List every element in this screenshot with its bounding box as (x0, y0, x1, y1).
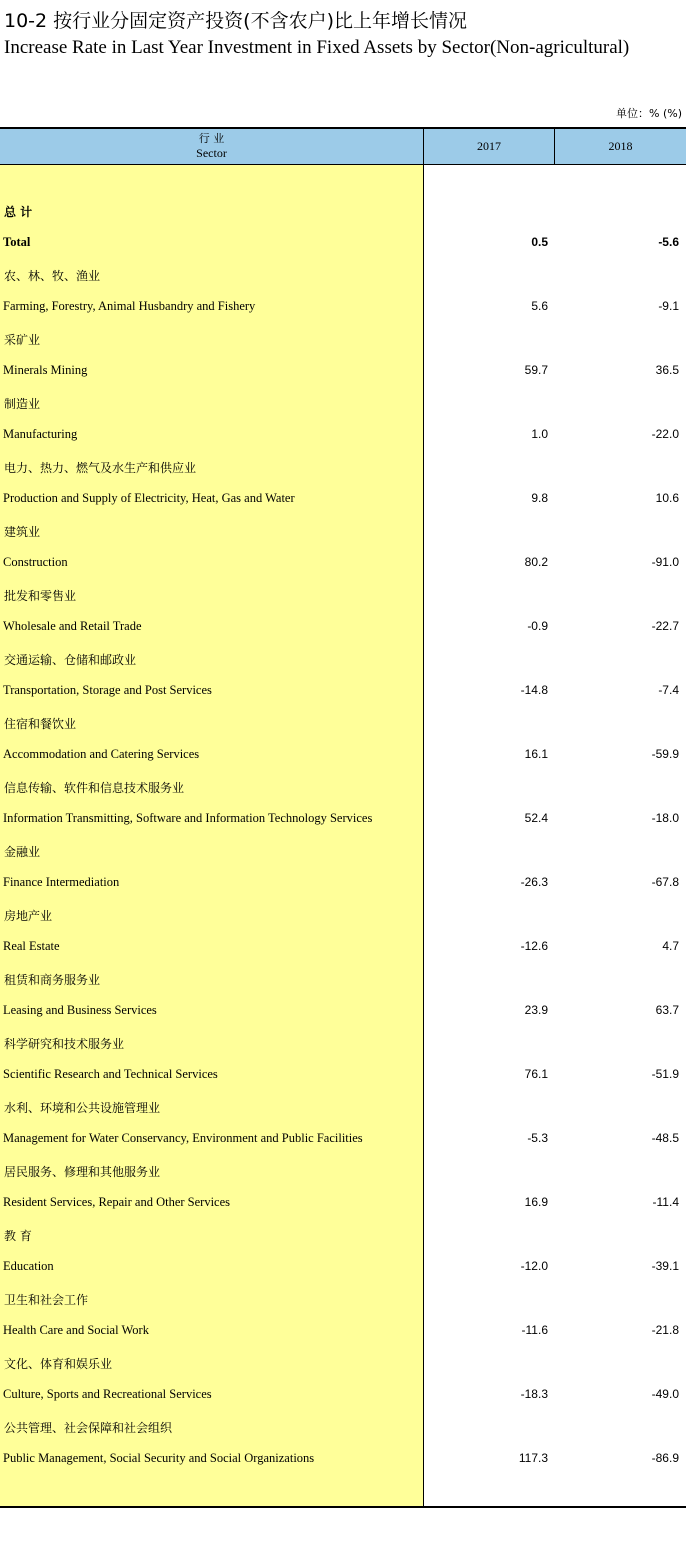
table-row (0, 747, 686, 767)
value-2017: 59.7 (524, 363, 548, 377)
sector-name-cn: 公共管理、社会保障和社会组织 (4, 1421, 173, 1435)
value-2018: -21.8 (651, 1323, 679, 1337)
header-sector-en: Sector (196, 146, 227, 160)
sector-name-cn: 科学研究和技术服务业 (4, 1037, 125, 1051)
header-sector-cn: 行 业 (198, 132, 225, 145)
sector-name-en: Leasing and Business Services (3, 1003, 157, 1017)
sector-name-cn: 水利、环境和公共设施管理业 (4, 1101, 161, 1115)
value-2017: -26.3 (520, 875, 548, 889)
table-row-label-cn (0, 1099, 686, 1119)
table-row (0, 683, 686, 703)
table-row (0, 1067, 686, 1087)
value-2018: -22.7 (651, 619, 679, 633)
page-title-chinese: 10-2 按行业分固定资产投资(不含农户)比上年增长情况 (4, 10, 467, 32)
sector-name-cn: 农、林、牧、渔业 (4, 269, 101, 283)
table-row-label-cn (0, 331, 686, 351)
sector-name-cn: 租赁和商务服务业 (4, 973, 101, 987)
table-bottom-rule (0, 1506, 686, 1508)
sector-name-en: Minerals Mining (3, 363, 88, 377)
value-2017: -11.6 (521, 1323, 548, 1337)
value-2017: 52.4 (524, 811, 548, 825)
value-2017: 23.9 (524, 1003, 548, 1017)
sector-name-cn: 居民服务、修理和其他服务业 (4, 1165, 161, 1179)
sector-name-en: Management for Water Conservancy, Environment and Public Facilities (3, 1131, 363, 1145)
table-row (0, 1387, 686, 1407)
value-2017: 9.8 (531, 491, 548, 505)
header-year-2018: 2018 (608, 139, 633, 153)
sector-name-cn: 文化、体育和娱乐业 (4, 1357, 113, 1371)
table-row-label-cn (0, 203, 686, 223)
sector-name-en: Public Management, Social Security and Social Organizations (3, 1451, 315, 1465)
table-row (0, 1131, 686, 1151)
table-row-label-cn (0, 395, 686, 415)
value-2017: -12.6 (520, 939, 548, 953)
table-row (0, 363, 686, 383)
value-2018: -67.8 (651, 875, 679, 889)
value-2017: -12.0 (520, 1259, 548, 1273)
value-2018: -91.0 (651, 555, 679, 569)
table-row-label-cn (0, 779, 686, 799)
table-row-label-cn (0, 459, 686, 479)
sector-name-en: Accommodation and Catering Services (3, 747, 200, 761)
table-row (0, 1451, 686, 1471)
value-2018: -18.0 (651, 811, 679, 825)
table-row-label-cn (0, 1291, 686, 1311)
sector-name-en: Scientific Research and Technical Services (3, 1067, 218, 1081)
table-row (0, 1003, 686, 1023)
sector-name-en: Construction (3, 555, 68, 569)
table-row-label-cn (0, 651, 686, 671)
sector-name-en: Wholesale and Retail Trade (3, 619, 142, 633)
table-row-label-cn (0, 1227, 686, 1247)
sector-name-en: Manufacturing (3, 427, 78, 441)
value-2017: 0.5 (531, 235, 548, 249)
value-2017: 16.9 (524, 1195, 548, 1209)
table-row (0, 939, 686, 959)
sector-name-cn: 制造业 (4, 397, 41, 411)
sector-name-en: Resident Services, Repair and Other Services (3, 1195, 231, 1209)
value-2017: -5.3 (527, 1131, 548, 1145)
value-2017: 76.1 (524, 1067, 548, 1081)
table-row (0, 1259, 686, 1279)
sector-name-cn: 住宿和餐饮业 (4, 717, 77, 731)
sector-name-en: Transportation, Storage and Post Services (3, 683, 212, 697)
value-2018: -51.9 (651, 1067, 679, 1081)
table-row (0, 1323, 686, 1343)
table-row-label-cn (0, 1035, 686, 1055)
sector-name-cn: 金融业 (4, 845, 41, 859)
value-2017: 5.6 (531, 299, 548, 313)
value-2018: -11.4 (652, 1195, 679, 1209)
table-row-label-cn (0, 523, 686, 543)
sector-name-en: Culture, Sports and Recreational Services (3, 1387, 212, 1401)
header-sector (0, 129, 423, 164)
sector-name-en: Total (3, 235, 31, 249)
sector-name-en: Education (3, 1259, 54, 1273)
table-row (0, 619, 686, 639)
sector-name-en: Farming, Forestry, Animal Husbandry and Fishery (3, 299, 256, 313)
table-row (0, 555, 686, 575)
value-2018: 36.5 (655, 363, 679, 377)
sector-name-cn: 房地产业 (4, 909, 53, 923)
table-row-label-cn (0, 715, 686, 735)
value-2017: -14.8 (520, 683, 548, 697)
value-2018: -5.6 (658, 235, 679, 249)
sector-name-cn: 批发和零售业 (4, 589, 77, 603)
page-title-english: Increase Rate in Last Year Investment in Fixed Assets by Sector(Non-agricultural) (4, 37, 630, 58)
table-row-label-cn (0, 1419, 686, 1439)
value-2017: 1.0 (531, 427, 548, 441)
header-year-2017: 2017 (477, 139, 501, 153)
value-2018: -86.9 (651, 1451, 679, 1465)
table-row-label-cn (0, 267, 686, 287)
sector-name-cn: 电力、热力、燃气及水生产和供应业 (4, 461, 197, 475)
sector-name-cn: 建筑业 (4, 525, 41, 539)
table-row (0, 491, 686, 511)
sector-name-en: Finance Intermediation (3, 875, 120, 889)
sector-name-cn: 教 育 (4, 1229, 32, 1243)
value-2018: 10.6 (655, 491, 679, 505)
value-2018: -39.1 (651, 1259, 679, 1273)
table-row (0, 875, 686, 895)
table-row (0, 811, 686, 831)
table-row-label-cn (0, 907, 686, 927)
sector-name-cn: 总 计 (4, 205, 33, 219)
table-row (0, 427, 686, 447)
value-2017: -18.3 (520, 1387, 548, 1401)
sector-name-cn: 信息传输、软件和信息技术服务业 (4, 781, 185, 795)
unit-label: 单位：% (%) (616, 107, 682, 120)
value-2018: 4.7 (662, 939, 679, 953)
value-2018: -59.9 (651, 747, 679, 761)
table-row-label-cn (0, 1163, 686, 1183)
table-row (0, 1195, 686, 1215)
sector-name-en: Health Care and Social Work (3, 1323, 149, 1337)
table-row (0, 299, 686, 319)
value-2017: 117.3 (518, 1451, 548, 1465)
table-row-label-cn (0, 843, 686, 863)
sector-name-en: Information Transmitting, Software and Information Technology Services (3, 811, 373, 825)
value-2017: 16.1 (524, 747, 548, 761)
sector-name-en: Production and Supply of Electricity, Heat, Gas and Water (3, 491, 295, 505)
value-2018: -9.1 (658, 299, 679, 313)
value-2018: 63.7 (655, 1003, 679, 1017)
value-2017: -0.9 (527, 619, 548, 633)
value-2018: -49.0 (651, 1387, 679, 1401)
value-2018: -48.5 (651, 1131, 679, 1145)
sector-name-cn: 卫生和社会工作 (4, 1293, 89, 1307)
sector-name-en: Real Estate (3, 939, 60, 953)
value-2018: -22.0 (651, 427, 679, 441)
table-row-label-cn (0, 971, 686, 991)
value-2018: -7.4 (658, 683, 679, 697)
sector-name-cn: 交通运输、仓储和邮政业 (4, 653, 137, 667)
value-2017: 80.2 (524, 555, 548, 569)
table-row-label-cn (0, 587, 686, 607)
data-table (0, 127, 686, 1508)
table-row-label-cn (0, 1355, 686, 1375)
table-row (0, 235, 686, 255)
sector-name-cn: 采矿业 (4, 333, 41, 347)
